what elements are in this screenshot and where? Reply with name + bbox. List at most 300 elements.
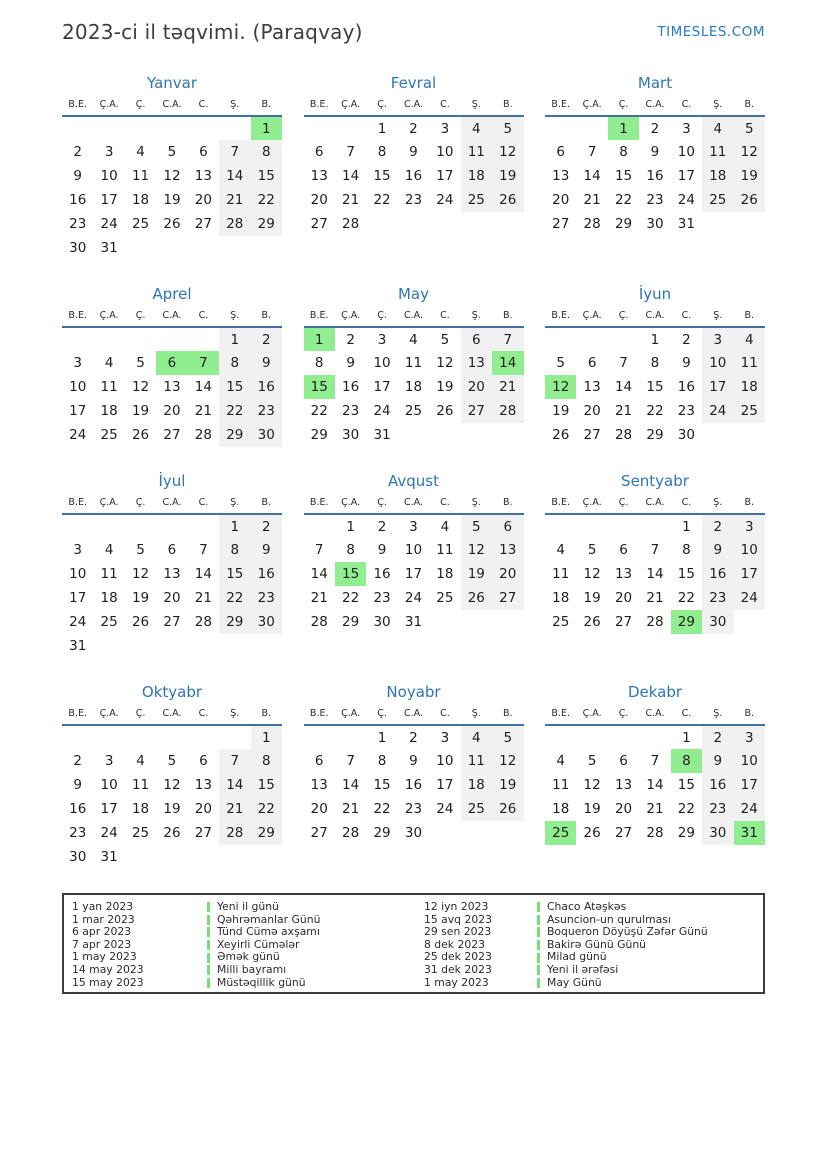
day-cell: 8: [682, 542, 691, 558]
day-cell: 5: [136, 542, 145, 558]
legend-holiday-label: Qəhrəmanlar Günü: [217, 912, 321, 926]
day-cell: 16: [702, 562, 733, 586]
day-cell: 1: [304, 327, 335, 351]
day-cell: 22: [373, 192, 391, 208]
day-cell: 6: [314, 753, 324, 769]
day-cell: 3: [73, 355, 82, 371]
weekday-header: Ç.: [618, 708, 629, 719]
day-cell: 14: [219, 773, 250, 797]
day-cell: 23: [342, 403, 360, 419]
holiday-marker-bar: [207, 902, 210, 912]
day-cell: 16: [251, 562, 282, 586]
month-iyun: [545, 285, 765, 447]
empty-cell: [62, 327, 93, 351]
empty-cell: [156, 514, 187, 538]
empty-cell: [734, 610, 765, 634]
legend-holiday-name: [537, 926, 708, 939]
day-cell: 3: [73, 542, 82, 558]
empty-cell: [576, 116, 607, 140]
day-cell: 1: [377, 120, 387, 137]
day-cell: 5: [167, 144, 177, 160]
month-title-oktyabr[interactable]: Oktyabr: [141, 683, 203, 701]
weekday-header: B.: [744, 708, 755, 719]
day-cell: 1: [219, 327, 250, 351]
day-cell: 5: [587, 753, 597, 769]
weekday-header: B.: [744, 310, 755, 321]
day-cell: 3: [702, 327, 733, 351]
empty-cell: [304, 725, 335, 749]
day-cell: 12: [492, 749, 523, 773]
legend-holiday-name: [207, 926, 422, 939]
day-cell: 28: [219, 821, 250, 845]
weekday-header: Ş.: [471, 708, 481, 719]
day-cell: 15: [304, 375, 335, 399]
weekday-header: Ç.: [377, 99, 387, 110]
day-cell: 30: [404, 825, 423, 841]
day-cell: 13: [614, 566, 633, 582]
day-cell: 16: [342, 379, 360, 395]
holiday-marker-bar: [207, 915, 210, 925]
month-title-mart[interactable]: Mart: [637, 74, 673, 92]
day-cell: 19: [436, 379, 454, 395]
month-title-noyabr[interactable]: Noyabr: [386, 683, 441, 701]
month-title-fevral[interactable]: Fevral: [390, 74, 437, 92]
day-cell: 4: [556, 753, 565, 769]
day-cell: 11: [702, 140, 733, 164]
empty-cell: [366, 212, 397, 236]
weekday-header: C.: [198, 310, 209, 321]
legend-date: 31 dek 2023: [424, 962, 492, 976]
empty-cell: [125, 634, 156, 658]
day-cell: 23: [373, 590, 391, 606]
empty-cell: [156, 845, 187, 869]
day-cell: 9: [409, 753, 418, 769]
legend-dates-left: [72, 901, 207, 989]
day-cell: 4: [461, 116, 492, 140]
day-cell: 7: [346, 144, 355, 160]
day-cell: 8: [314, 355, 324, 371]
weekday-header: B.E.: [551, 497, 570, 508]
empty-cell: [461, 610, 492, 634]
weekday-header: C.: [681, 99, 692, 110]
day-cell: 1: [650, 331, 660, 348]
weekday-header: Ç.A.: [341, 497, 361, 508]
day-cell: 22: [677, 590, 695, 606]
day-cell: 1: [682, 729, 691, 746]
day-cell: 12: [163, 168, 181, 184]
day-cell: 9: [409, 144, 418, 160]
empty-cell: [251, 236, 282, 260]
weekday-header: C.: [681, 310, 692, 321]
legend-names-left: [207, 901, 422, 989]
empty-cell: [492, 610, 523, 634]
site-logo-link[interactable]: TIMESLES.COM: [657, 24, 765, 40]
day-cell: 15: [614, 168, 633, 184]
legend-date: 1 mar 2023: [72, 912, 135, 926]
month-dekabr: [545, 683, 765, 869]
day-cell: 30: [702, 610, 733, 634]
day-cell: 26: [163, 216, 181, 232]
holiday-marker-bar: [537, 965, 540, 975]
month-title-avqust[interactable]: Avqust: [388, 472, 439, 490]
empty-cell: [639, 514, 670, 538]
day-cell: 25: [131, 825, 150, 841]
empty-cell: [93, 327, 124, 351]
day-cell: 1: [346, 518, 355, 535]
day-cell: 27: [492, 586, 523, 610]
empty-cell: [576, 725, 607, 749]
weekday-header: Ş.: [471, 99, 481, 110]
weekday-header: B.E.: [309, 497, 329, 508]
legend-date: 14 may 2023: [72, 962, 144, 976]
day-cell: 7: [188, 351, 219, 375]
empty-cell: [156, 116, 187, 140]
holiday-marker-bar: [537, 953, 540, 963]
day-cell: 30: [373, 614, 391, 630]
day-cell: 18: [100, 590, 118, 606]
day-cell: 21: [583, 192, 601, 208]
day-cell: 2: [409, 729, 418, 746]
day-cell: 25: [100, 614, 118, 630]
day-cell: 24: [69, 614, 87, 630]
day-cell: 5: [461, 514, 492, 538]
day-cell: 20: [310, 801, 328, 817]
weekday-header: B.E.: [309, 708, 329, 719]
day-cell: 20: [552, 192, 570, 208]
day-cell: 22: [342, 590, 360, 606]
empty-cell: [702, 212, 733, 236]
day-cell: 22: [219, 399, 250, 423]
empty-cell: [429, 423, 460, 447]
day-cell: 18: [131, 192, 150, 208]
day-cell: 19: [492, 164, 523, 188]
day-cell: 5: [440, 331, 450, 348]
day-cell: 4: [136, 144, 145, 160]
day-cell: 8: [251, 140, 282, 164]
day-cell: 11: [404, 355, 423, 371]
empty-cell: [608, 514, 639, 538]
month-title-iyul[interactable]: İyul: [158, 472, 186, 490]
day-cell: 25: [552, 614, 570, 630]
day-cell: 31: [734, 821, 765, 845]
day-cell: 1: [682, 518, 691, 535]
day-cell: 2: [346, 331, 355, 348]
day-cell: 8: [251, 749, 282, 773]
day-cell: 27: [583, 427, 601, 443]
weekday-header: C.: [681, 708, 692, 719]
day-cell: 27: [614, 825, 633, 841]
weekday-header: B.: [502, 310, 513, 321]
legend-holiday-label: Bakirə Günü Günü: [547, 937, 647, 951]
day-cell: 18: [552, 801, 570, 817]
month-title-aprel[interactable]: Aprel: [152, 285, 192, 303]
weekday-header: C.A.: [162, 708, 182, 719]
empty-cell: [734, 423, 765, 447]
day-cell: 18: [461, 164, 492, 188]
holiday-marker-bar: [537, 902, 540, 912]
day-cell: 29: [342, 614, 360, 630]
weekday-header: Ş.: [713, 708, 723, 719]
legend-holiday-name: [207, 977, 422, 990]
day-cell: 1: [377, 729, 387, 746]
day-cell: 13: [310, 777, 328, 793]
day-cell: 11: [131, 168, 150, 184]
day-cell: 15: [677, 777, 695, 793]
day-cell: 12: [545, 375, 576, 399]
day-cell: 9: [73, 168, 82, 184]
day-cell: 2: [702, 725, 733, 749]
empty-cell: [608, 725, 639, 749]
empty-cell: [156, 725, 187, 749]
day-cell: 17: [436, 168, 454, 184]
empty-cell: [219, 236, 250, 260]
empty-cell: [545, 514, 576, 538]
day-cell: 26: [131, 427, 150, 443]
empty-cell: [639, 725, 670, 749]
day-cell: 6: [461, 327, 492, 351]
legend-date: 7 apr 2023: [72, 937, 132, 951]
empty-cell: [188, 845, 219, 869]
day-cell: 12: [131, 379, 150, 395]
day-cell: 17: [100, 801, 118, 817]
day-cell: 31: [404, 614, 423, 630]
weekday-header: C.A.: [645, 708, 665, 719]
day-cell: 3: [409, 518, 418, 535]
day-cell: 12: [436, 355, 454, 371]
weekday-header: C.A.: [645, 497, 665, 508]
legend-date: 1 may 2023: [72, 950, 137, 964]
day-cell: 20: [194, 192, 212, 208]
day-cell: 18: [100, 403, 118, 419]
day-cell: 19: [552, 403, 570, 419]
day-cell: 3: [440, 729, 450, 746]
day-cell: 16: [373, 566, 391, 582]
day-cell: 31: [100, 240, 118, 256]
day-cell: 10: [734, 538, 765, 562]
day-cell: 23: [702, 797, 733, 821]
legend-holiday-label: Milli bayramı: [217, 962, 287, 976]
day-cell: 22: [251, 797, 282, 821]
empty-cell: [93, 514, 124, 538]
empty-cell: [125, 116, 156, 140]
day-cell: 18: [734, 375, 765, 399]
day-cell: 9: [682, 355, 691, 371]
month-title-iyun[interactable]: İyun: [638, 285, 672, 303]
empty-cell: [188, 514, 219, 538]
empty-cell: [304, 514, 335, 538]
day-cell: 20: [163, 403, 181, 419]
empty-cell: [702, 423, 733, 447]
day-cell: 25: [545, 821, 576, 845]
empty-cell: [156, 634, 187, 658]
day-cell: 13: [552, 168, 570, 184]
weekday-header: C.A.: [403, 310, 423, 321]
empty-cell: [93, 725, 124, 749]
month-title-yanvar[interactable]: Yanvar: [146, 74, 198, 92]
day-cell: 8: [619, 144, 628, 160]
empty-cell: [545, 725, 576, 749]
day-cell: 13: [461, 351, 492, 375]
legend-date: 15 avq 2023: [424, 912, 492, 926]
day-cell: 7: [587, 144, 597, 160]
day-cell: 17: [100, 192, 118, 208]
day-cell: 7: [650, 753, 660, 769]
day-cell: 10: [100, 168, 118, 184]
day-cell: 15: [373, 777, 391, 793]
day-cell: 23: [702, 586, 733, 610]
day-cell: 20: [492, 562, 523, 586]
day-cell: 21: [194, 403, 212, 419]
month-may: [304, 285, 524, 447]
day-cell: 22: [219, 586, 250, 610]
day-cell: 4: [440, 518, 450, 535]
page-header: [0, 0, 827, 44]
legend-holiday-label: Xeyirli Cümələr: [217, 937, 300, 951]
day-cell: 2: [702, 514, 733, 538]
weekday-header: Ç.A.: [341, 310, 361, 321]
weekday-header: B.: [744, 99, 755, 110]
holiday-marker-bar: [537, 927, 540, 937]
day-cell: 10: [404, 542, 423, 558]
day-cell: 8: [650, 355, 660, 371]
day-cell: 10: [702, 351, 733, 375]
legend-holiday-label: Boqueron Döyüşü Zəfər Günü: [547, 925, 708, 939]
empty-cell: [734, 212, 765, 236]
day-cell: 27: [614, 614, 633, 630]
day-cell: 29: [219, 423, 250, 447]
empty-cell: [125, 236, 156, 260]
day-cell: 31: [69, 638, 87, 654]
month-title-may[interactable]: May: [397, 285, 429, 303]
day-cell: 3: [734, 514, 765, 538]
day-cell: 6: [314, 144, 324, 160]
day-cell: 19: [131, 590, 150, 606]
day-cell: 12: [163, 777, 181, 793]
day-cell: 27: [310, 216, 328, 232]
day-cell: 23: [69, 216, 87, 232]
day-cell: 25: [131, 216, 150, 232]
day-cell: 24: [100, 825, 118, 841]
legend-holiday-name: [537, 901, 708, 914]
month-iyul: [62, 472, 282, 658]
weekday-header: C.A.: [162, 310, 182, 321]
day-cell: 18: [461, 773, 492, 797]
weekday-header: B.: [261, 497, 272, 508]
day-cell: 31: [373, 427, 391, 443]
day-cell: 7: [314, 542, 324, 558]
calendar-table-aprel: [62, 310, 282, 447]
day-cell: 4: [104, 355, 114, 371]
empty-cell: [188, 725, 219, 749]
day-cell: 2: [682, 331, 691, 348]
calendar-table-noyabr: [304, 708, 524, 845]
legend-date: 1 may 2023: [424, 975, 489, 989]
legend-holiday-name: [207, 964, 422, 977]
month-fevral: [304, 74, 524, 260]
empty-cell: [219, 116, 250, 140]
weekday-header: Ç.: [377, 708, 387, 719]
day-cell: 26: [461, 586, 492, 610]
weekday-header: Ç.A.: [582, 497, 602, 508]
empty-cell: [461, 212, 492, 236]
weekday-header: Ç.: [618, 497, 629, 508]
weekday-header: B.E.: [68, 708, 87, 719]
day-cell: 8: [219, 538, 250, 562]
day-cell: 10: [734, 749, 765, 773]
day-cell: 17: [436, 777, 454, 793]
empty-cell: [219, 634, 250, 658]
calendar-table-oktyabr: [62, 708, 282, 869]
day-cell: 13: [194, 168, 212, 184]
legend-holiday-label: Chaco Atəşkəs: [547, 900, 627, 913]
day-cell: 30: [702, 821, 733, 845]
weekday-header: Ç.A.: [99, 310, 119, 321]
day-cell: 25: [404, 403, 423, 419]
empty-cell: [492, 821, 523, 845]
day-cell: 28: [646, 825, 664, 841]
day-cell: 29: [251, 212, 282, 236]
day-cell: 9: [251, 351, 282, 375]
day-cell: 25: [436, 590, 454, 606]
day-cell: 10: [69, 379, 87, 395]
day-cell: 10: [436, 144, 454, 160]
day-cell: 13: [583, 379, 601, 395]
day-cell: 17: [69, 590, 87, 606]
holiday-marker-bar: [207, 953, 210, 963]
day-cell: 7: [346, 753, 355, 769]
day-cell: 4: [702, 116, 733, 140]
legend-date: 8 dek 2023: [424, 937, 485, 951]
weekday-header: Ş.: [713, 497, 723, 508]
empty-cell: [335, 116, 366, 140]
day-cell: 17: [702, 375, 733, 399]
day-cell: 4: [556, 542, 565, 558]
empty-cell: [429, 821, 460, 845]
day-cell: 28: [194, 427, 212, 443]
weekday-header: C.A.: [645, 310, 665, 321]
day-cell: 9: [346, 355, 355, 371]
day-cell: 16: [404, 168, 423, 184]
empty-cell: [62, 116, 93, 140]
day-cell: 26: [583, 825, 601, 841]
weekday-header: C.: [440, 99, 450, 110]
day-cell: 24: [734, 797, 765, 821]
day-cell: 5: [492, 116, 523, 140]
day-cell: 15: [251, 773, 282, 797]
day-cell: 15: [251, 164, 282, 188]
day-cell: 12: [583, 777, 601, 793]
empty-cell: [156, 327, 187, 351]
empty-cell: [492, 212, 523, 236]
day-cell: 23: [404, 801, 423, 817]
empty-cell: [93, 634, 124, 658]
month-title-dekabr[interactable]: Dekabr: [627, 683, 683, 701]
day-cell: 6: [167, 542, 177, 558]
weekday-header: Ç.A.: [341, 99, 361, 110]
day-cell: 7: [650, 542, 660, 558]
day-cell: 25: [461, 797, 492, 821]
day-cell: 29: [646, 427, 664, 443]
day-cell: 30: [251, 610, 282, 634]
weekday-header: Ç.: [618, 99, 629, 110]
day-cell: 29: [671, 610, 702, 634]
legend-columns: [72, 901, 755, 989]
day-cell: 8: [219, 351, 250, 375]
day-cell: 26: [163, 825, 181, 841]
weekday-header: B.E.: [551, 708, 570, 719]
month-title-sentyabr[interactable]: Sentyabr: [621, 472, 689, 490]
empty-cell: [545, 116, 576, 140]
